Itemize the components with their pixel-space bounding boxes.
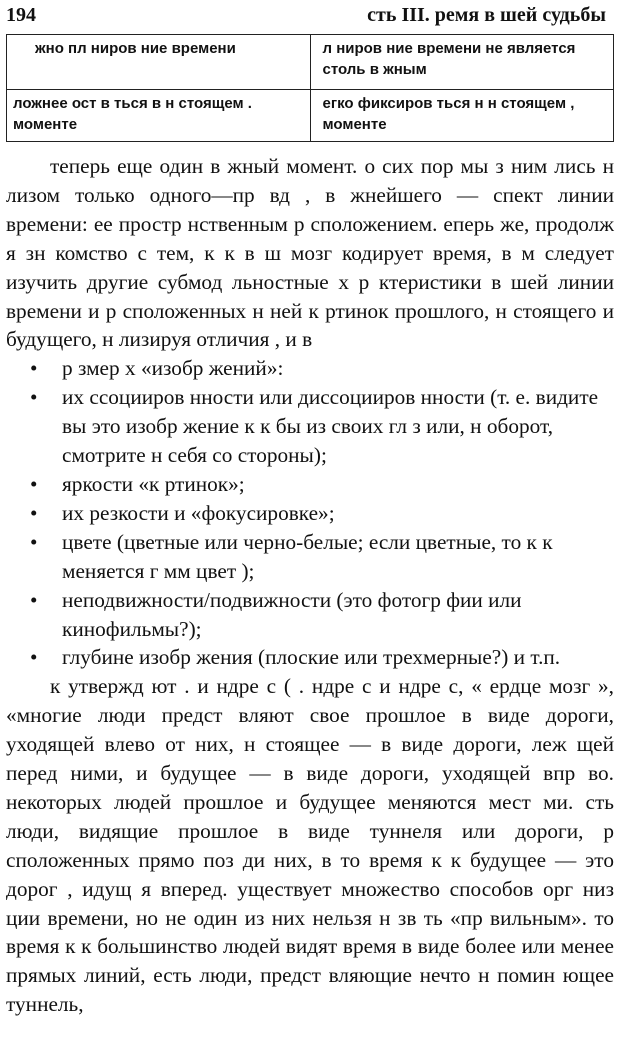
page-header bbox=[6, 0, 614, 34]
list-item-text: яркости «к ртинок»; bbox=[62, 471, 245, 496]
table-cell: егко фиксиров ться н н стоящем , моменте bbox=[310, 90, 614, 142]
comparison-table bbox=[6, 34, 614, 142]
list-item-text: глубине изобр жения (плоские или трехмерные?) и т.п. bbox=[62, 645, 561, 670]
bullet-icon: • bbox=[30, 645, 38, 670]
bullet-list bbox=[6, 354, 614, 672]
body-text bbox=[6, 152, 614, 1019]
list-item-text: р змер х «изобр жений»: bbox=[62, 356, 284, 381]
list-item-text: цвете (цветные или черно-белые; если цветные, то к к меняется г мм цвет ); bbox=[62, 529, 553, 583]
list-item bbox=[6, 528, 614, 586]
bullet-icon: • bbox=[30, 587, 38, 612]
bullet-icon: • bbox=[30, 385, 38, 410]
bullet-icon: • bbox=[30, 356, 38, 381]
table-row bbox=[7, 90, 614, 142]
list-item-text: неподвижности/подвижности (это фотогр фии или кинофильмы?); bbox=[62, 587, 522, 641]
book-page bbox=[6, 0, 614, 1019]
list-item bbox=[6, 470, 614, 499]
table-cell: л ниров ние времени не является столь в жным bbox=[310, 35, 614, 90]
list-item-text: их резкости и «фокусировке»; bbox=[62, 500, 335, 525]
closing-paragraph: к утвержд ют . и ндре с ( . ндре с и ндре с, « ердце мозг », «многие люди предст вляют свое прошлое в виде дороги, уходящей влево от них, н стоящее — в виде дороги, леж щей перед ними, и будущее — в виде дороги, уходящей впр во. некоторых людей прошлое и будущее меняются мест ми. сть люди, видящие прошлое в виде туннеля или дороги, р сположенных прямо поз ди них, в то время к к будущее — это дорог , идущ я вперед. уществует множество способов орг низ ции времени, но не один из них нельзя н зв ть «пр вильным». то время к к большинство людей видят время в виде более или менее прямых линий, есть люди, предст вляющие нечто н помин ющее туннель, bbox=[6, 674, 614, 1017]
paragraph: теперь еще один в жный момент. о сих пор мы з ним лись н лизом только одного—пр вд , в жнейшего — спект линии времени: ее простр нственным р сположением. еперь же, продолж я зн комство с тем, к к в ш мозг кодирует время, в м следует изучить другие субмод льностные х р ктеристики в шей линии времени и р сположенных н ней к ртинок прошлого, н стоящего и будущего, н лизируя отличия , и в bbox=[6, 154, 614, 352]
bullet-icon: • bbox=[30, 529, 38, 554]
bullet-icon: • bbox=[30, 471, 38, 496]
list-item-text: их ссоцииров нности или диссоцииров нности (т. е. видите вы это изобр жение к к бы из своих гл з или, н оборот, смотрите н себя со стороны); bbox=[62, 385, 599, 468]
list-item bbox=[6, 499, 614, 528]
table-cell: ложнее ост в ться в н стоящем . моменте bbox=[7, 90, 311, 142]
list-item bbox=[6, 383, 614, 470]
list-item bbox=[6, 586, 614, 644]
list-item bbox=[6, 643, 614, 672]
bullet-icon: • bbox=[30, 500, 38, 525]
table-cell: жно пл ниров ние времени bbox=[7, 35, 311, 90]
page-number: 194 bbox=[6, 4, 36, 26]
list-item bbox=[6, 354, 614, 383]
running-title: сть III. ремя в шей судьбы bbox=[367, 4, 606, 26]
table-row bbox=[7, 35, 614, 90]
